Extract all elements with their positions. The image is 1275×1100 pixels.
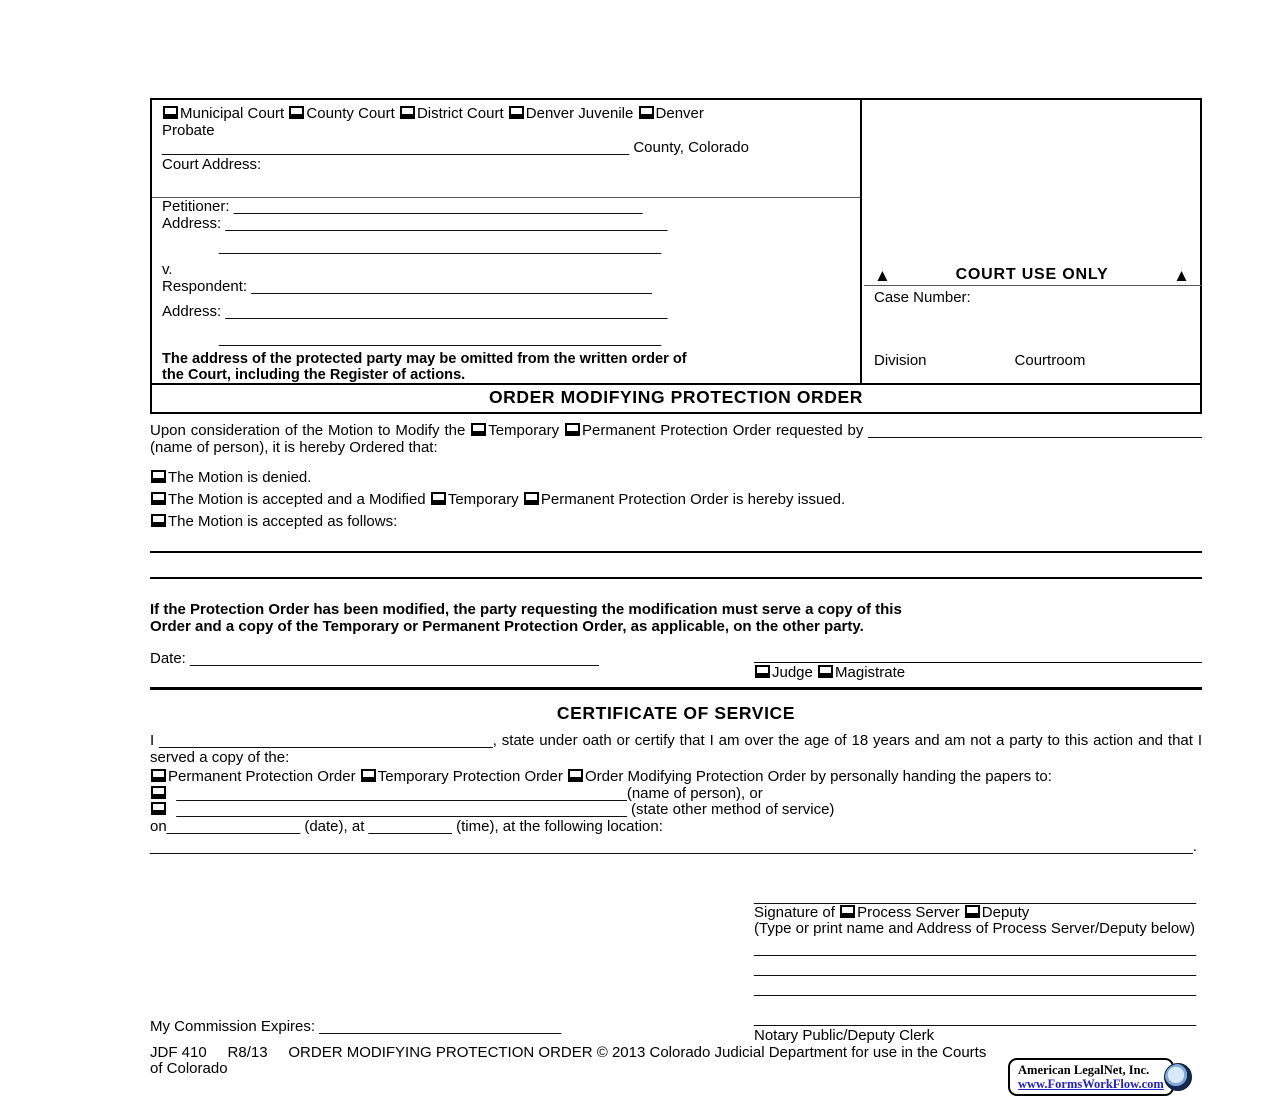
court-info-cell (152, 100, 862, 383)
option-motion-accepted-modified: The Motion is accepted and a Modified Temporary Permanent Protection Order is hereby issued. (150, 491, 1202, 508)
protected-party-notice: The address of the protected party may be omitted from the written order of the Court, including the Register of actions. (162, 351, 687, 383)
petitioner-address-line: Address: _____________________________________________________ (162, 215, 668, 232)
write-in-line-1 (150, 551, 1202, 553)
service-when-line: on________________ (date), at __________ (time), at the following location: (150, 817, 663, 835)
municipal-court-checkbox[interactable] (163, 106, 178, 119)
county-court-checkbox[interactable] (289, 106, 304, 119)
process-server-signature-block (754, 889, 1202, 997)
denver-juvenile-checkbox[interactable] (509, 106, 524, 119)
legalnet-website-link[interactable]: www.FormsWorkFlow.com (1018, 1077, 1164, 1091)
county-line: ________________________________________________________ County, Colorado (162, 139, 749, 156)
versus-label: v. (162, 261, 173, 278)
form-title: ORDER MODIFYING PROTECTION ORDER (152, 383, 1200, 412)
server-info-blank-1: _____________________________________________________ (754, 939, 1197, 957)
respondent-address-line2: _____________________________________________________ (219, 330, 662, 347)
served-temporary-checkbox[interactable] (361, 769, 376, 782)
served-order-modifying-checkbox[interactable] (568, 769, 583, 782)
legalnet-company: American LegalNet, Inc. (1018, 1063, 1150, 1077)
modified-temporary-checkbox[interactable] (431, 492, 446, 505)
served-person-checkbox[interactable] (151, 786, 166, 799)
judge-magistrate-line: Judge Magistrate (754, 664, 1202, 681)
oath-paragraph: I ________________________________________, state under oath or certify that I am over the age of 18 years and am not a party to this action and that I served a copy of the: (150, 732, 1202, 766)
process-server-checkbox[interactable] (840, 905, 855, 918)
notary-signature-blank: _____________________________________________________ (754, 1009, 1197, 1027)
petitioner-address-line2: _____________________________________________________ (219, 238, 662, 255)
served-orders-line: Permanent Protection Order Temporary Protection Order Order Modifying Protection Order by personally handing the papers to: (150, 769, 1202, 786)
triangle-left-icon: ▲ (874, 266, 891, 285)
server-info-blank-2: _____________________________________________________ (754, 959, 1197, 977)
division-label: Division (874, 352, 927, 369)
case-number-label: Case Number: (874, 289, 971, 306)
deputy-checkbox[interactable] (965, 905, 980, 918)
judicial-signature-line (754, 662, 1202, 663)
modify-temporary-checkbox[interactable] (471, 423, 486, 436)
notary-label: Notary Public/Deputy Clerk (754, 1026, 935, 1044)
served-person-line: ______________________________________________________(name of person), or (150, 786, 1202, 803)
service-requirement-notice: If the Protection Order has been modified, the party requesting the modification must serve a copy of this Order and a copy of the Temporary or Permanent Protection Order, as applicable, on the other party. (150, 601, 902, 635)
court-use-cell (862, 100, 1200, 383)
notary-row (150, 1010, 1202, 1044)
petitioner-line: Petitioner: _________________________________________________ (162, 198, 643, 215)
order-intro-paragraph: Upon consideration of the Motion to Modify the Temporary Permanent Protection Order requested by ________________________________________ (name of person), it is hereby Ordered that: (150, 422, 1202, 456)
date-signature-row (150, 650, 1202, 681)
court-address-label: Court Address: (162, 156, 262, 173)
server-signature-note: (Type or print name and Address of Process Server/Deputy below) (754, 919, 1196, 937)
respondent-line: Respondent: ________________________________________________ (162, 278, 652, 295)
option-motion-accepted-follows: The Motion is accepted as follows: (150, 513, 1202, 530)
judge-checkbox[interactable] (755, 665, 770, 678)
date-line: Date: _________________________________________________ (150, 650, 599, 667)
served-permanent-checkbox[interactable] (151, 769, 166, 782)
section-separator-line (150, 687, 1202, 690)
option-motion-denied: The Motion is denied. (150, 469, 1202, 486)
served-method-line: ______________________________________________________ (state other method of service) (150, 802, 1202, 819)
motion-accepted-as-follows-checkbox[interactable] (151, 514, 166, 527)
respondent-address-line: Address: _____________________________________________________ (162, 303, 668, 320)
motion-accepted-checkbox[interactable] (151, 492, 166, 505)
courtroom-label: Courtroom (1014, 352, 1086, 369)
certificate-heading: CERTIFICATE OF SERVICE (556, 703, 796, 723)
service-location-line: _____________________________________________________________________________________________________________________________. (150, 838, 1197, 855)
commission-expires-line: My Commission Expires: _____________________________ (150, 1017, 562, 1035)
form-content (150, 98, 1202, 1077)
server-signature-caption: Signature of Process Server Deputy (754, 903, 1030, 921)
globe-icon (1164, 1063, 1192, 1091)
caption-box (150, 98, 1202, 414)
court-type-checkboxes: Municipal Court County Court District Court Denver Juvenile Denver Probate (162, 105, 704, 139)
modify-permanent-checkbox[interactable] (565, 423, 580, 436)
modified-permanent-checkbox[interactable] (524, 492, 539, 505)
triangle-right-icon: ▲ (1173, 266, 1190, 285)
server-signature-blank: _____________________________________________________ (754, 887, 1197, 905)
district-court-checkbox[interactable] (400, 106, 415, 119)
form-number-footer: JDF 410 R8/13 ORDER MODIFYING PROTECTION ORDER © 2013 Colorado Judicial Department for use in the Courts of Colorado (150, 1043, 987, 1077)
write-in-line-2 (150, 577, 1202, 579)
magistrate-checkbox[interactable] (818, 665, 833, 678)
court-use-only-label: COURT USE ONLY (955, 266, 1109, 283)
server-info-blank-3: _____________________________________________________ (754, 979, 1197, 997)
motion-denied-checkbox[interactable] (151, 470, 166, 483)
court-use-divider-line (864, 285, 1202, 286)
served-other-method-checkbox[interactable] (151, 802, 166, 815)
denver-probate-checkbox[interactable] (639, 106, 654, 119)
legalnet-badge (1008, 1058, 1174, 1096)
